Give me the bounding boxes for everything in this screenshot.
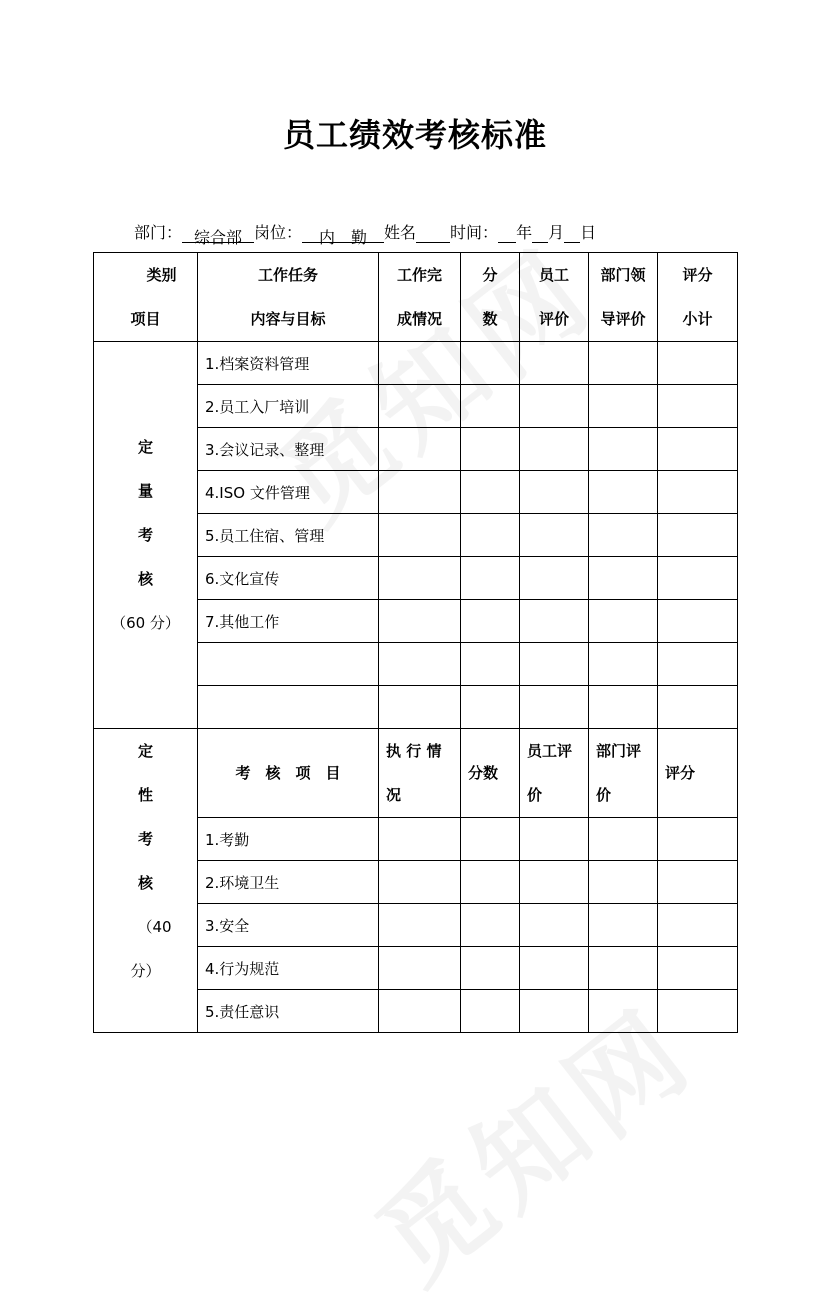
qual-item: 1.考勤 <box>198 818 379 861</box>
cell[interactable] <box>589 990 658 1033</box>
cell[interactable] <box>461 342 520 385</box>
dept-value: 综合部 <box>182 225 254 243</box>
qual-header-dept-eval: 部门评 价 <box>589 729 658 818</box>
quant-task: 4.ISO 文件管理 <box>198 471 379 514</box>
cell[interactable] <box>658 342 738 385</box>
qual-header-execution: 执 行 情 况 <box>379 729 461 818</box>
cell[interactable] <box>658 471 738 514</box>
month-label: 月 <box>548 223 565 242</box>
cell[interactable] <box>379 686 461 729</box>
cell[interactable] <box>658 643 738 686</box>
cell[interactable] <box>520 861 589 904</box>
cell[interactable] <box>658 990 738 1033</box>
qual-item: 3.安全 <box>198 904 379 947</box>
cell[interactable] <box>589 904 658 947</box>
cell[interactable] <box>520 990 589 1033</box>
post-value: 内 勤 <box>302 225 384 243</box>
cell[interactable] <box>379 990 461 1033</box>
cell[interactable] <box>379 861 461 904</box>
cell[interactable] <box>520 818 589 861</box>
name-label: 姓名 <box>384 223 417 242</box>
qual-item: 2.环境卫生 <box>198 861 379 904</box>
year-label: 年 <box>516 223 533 242</box>
cell[interactable] <box>379 342 461 385</box>
qual-header-score: 分数 <box>461 729 520 818</box>
cell[interactable] <box>461 600 520 643</box>
cell[interactable] <box>461 557 520 600</box>
cell[interactable] <box>379 428 461 471</box>
cell[interactable] <box>379 643 461 686</box>
qual-item: 5.责任意识 <box>198 990 379 1033</box>
cell[interactable] <box>461 904 520 947</box>
cell[interactable] <box>520 686 589 729</box>
day-blank <box>564 225 580 243</box>
cell[interactable] <box>461 990 520 1033</box>
cell[interactable] <box>589 342 658 385</box>
cell[interactable] <box>589 514 658 557</box>
year-blank <box>498 225 516 243</box>
header-employee-eval: 员工 评价 <box>520 253 589 342</box>
quant-task: 2.员工入厂培训 <box>198 385 379 428</box>
header-task: 工作任务 内容与目标 <box>198 253 379 342</box>
header-category: 类别 项目 <box>94 253 198 342</box>
cell[interactable] <box>658 600 738 643</box>
cell[interactable] <box>379 471 461 514</box>
quantitative-label: 定 量 考 核 （60 分） <box>94 342 198 729</box>
cell[interactable] <box>589 600 658 643</box>
cell[interactable] <box>658 557 738 600</box>
quant-task: 7.其他工作 <box>198 600 379 643</box>
cell[interactable] <box>520 471 589 514</box>
assessment-table <box>93 252 738 1033</box>
header-completion: 工作完 成情况 <box>379 253 461 342</box>
cell[interactable] <box>658 428 738 471</box>
qual-header-employee-eval: 员工评 价 <box>520 729 589 818</box>
cell[interactable] <box>520 643 589 686</box>
cell[interactable] <box>379 385 461 428</box>
cell[interactable] <box>658 904 738 947</box>
cell[interactable] <box>379 947 461 990</box>
cell[interactable] <box>589 643 658 686</box>
dept-label: 部门： <box>134 223 183 242</box>
day-label: 日 <box>580 223 597 242</box>
cell[interactable] <box>461 686 520 729</box>
quant-task: 5.员工住宿、管理 <box>198 514 379 557</box>
cell[interactable] <box>589 947 658 990</box>
cell[interactable] <box>589 471 658 514</box>
qual-header-rating: 评分 <box>658 729 738 818</box>
quant-task: 6.文化宣传 <box>198 557 379 600</box>
cell[interactable] <box>589 818 658 861</box>
cell[interactable] <box>520 947 589 990</box>
cell[interactable] <box>379 557 461 600</box>
quant-task[interactable] <box>198 686 379 729</box>
cell[interactable] <box>520 428 589 471</box>
cell[interactable] <box>589 428 658 471</box>
cell[interactable] <box>658 861 738 904</box>
cell[interactable] <box>379 514 461 557</box>
header-subtotal: 评分 小计 <box>658 253 738 342</box>
cell[interactable] <box>461 514 520 557</box>
cell[interactable] <box>520 600 589 643</box>
qual-item: 4.行为规范 <box>198 947 379 990</box>
cell[interactable] <box>658 385 738 428</box>
cell[interactable] <box>461 818 520 861</box>
cell[interactable] <box>461 947 520 990</box>
qual-header-row <box>94 729 738 818</box>
quant-task: 1.档案资料管理 <box>198 342 379 385</box>
header-row <box>94 253 738 342</box>
cell[interactable] <box>461 643 520 686</box>
cell[interactable] <box>658 818 738 861</box>
name-blank <box>416 225 450 243</box>
cell[interactable] <box>658 686 738 729</box>
cell[interactable] <box>589 686 658 729</box>
qualitative-label: 定 性 考 核 （40 分） <box>94 729 198 1033</box>
quant-task[interactable] <box>198 643 379 686</box>
cell[interactable] <box>461 861 520 904</box>
cell[interactable] <box>589 557 658 600</box>
cell[interactable] <box>589 385 658 428</box>
cell[interactable] <box>520 557 589 600</box>
cell[interactable] <box>520 342 589 385</box>
post-label: 岗位： <box>254 223 303 242</box>
employee-info-line <box>134 220 597 247</box>
header-score: 分 数 <box>461 253 520 342</box>
cell[interactable] <box>379 818 461 861</box>
cell[interactable] <box>461 471 520 514</box>
cell[interactable] <box>461 385 520 428</box>
header-leader-eval: 部门领 导评价 <box>589 253 658 342</box>
cell[interactable] <box>658 947 738 990</box>
cell[interactable] <box>589 861 658 904</box>
cell[interactable] <box>461 428 520 471</box>
cell[interactable] <box>658 514 738 557</box>
time-label: 时间： <box>450 223 499 242</box>
quant-task: 3.会议记录、整理 <box>198 428 379 471</box>
page-title: 员工绩效考核标准 <box>282 116 547 154</box>
cell[interactable] <box>520 904 589 947</box>
cell[interactable] <box>520 385 589 428</box>
qual-header-item: 考 核 项 目 <box>198 729 379 818</box>
month-blank <box>532 225 548 243</box>
cell[interactable] <box>379 600 461 643</box>
quant-row <box>94 342 738 385</box>
cell[interactable] <box>379 904 461 947</box>
cell[interactable] <box>520 514 589 557</box>
